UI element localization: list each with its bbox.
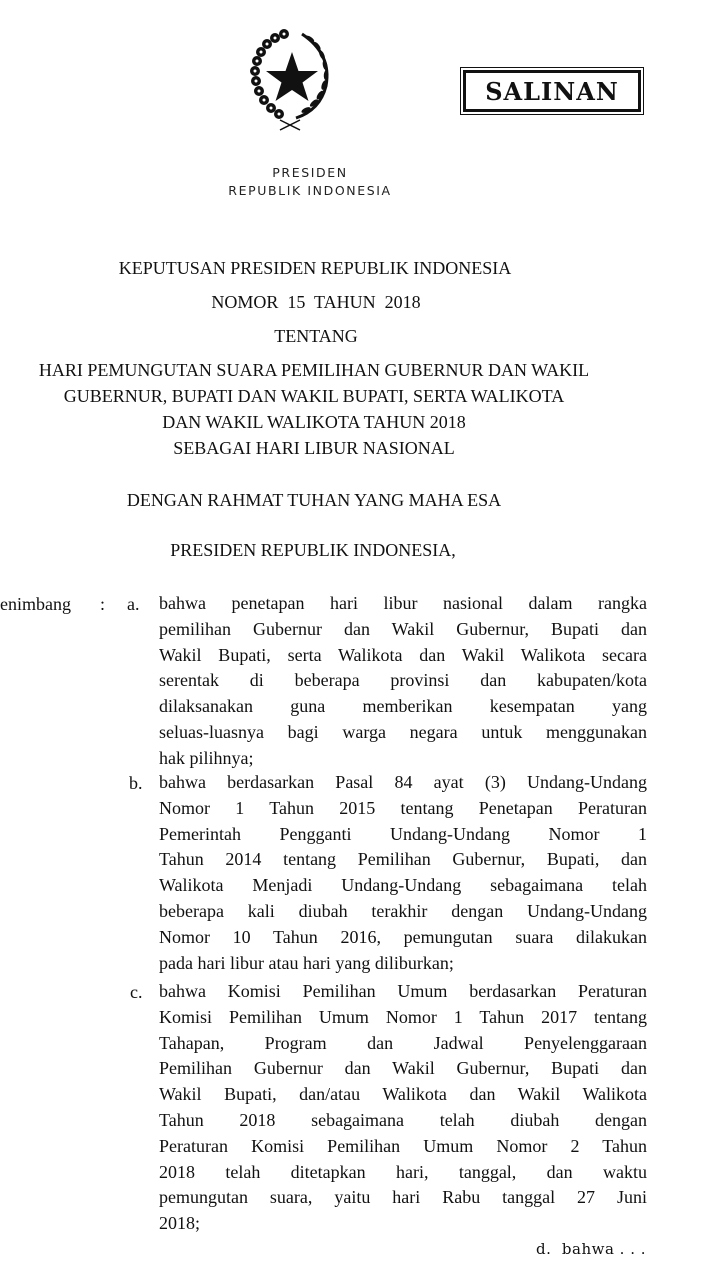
text-line: beberapa kali diubah terakhir dengan Undang-Undang	[159, 900, 647, 921]
item-b-text	[159, 770, 647, 976]
text-line: Wakil Bupati, dan/atau Walikota dan Wakil Walikota	[159, 1084, 647, 1105]
office-line-president: PRESIDEN	[272, 165, 348, 180]
text-line: Tahapan, Program dan Jadwal Penyelenggaraan	[159, 1032, 647, 1053]
page-continuation: d. bahwa . . .	[536, 1240, 647, 1258]
text-line: Peraturan Komisi Pemilihan Umum Nomor 2 Tahun	[159, 1135, 647, 1156]
text-line: 2018 telah ditetapkan hari, tanggal, dan waktu	[159, 1161, 647, 1182]
text-line: hak pilihnya;	[159, 747, 254, 768]
authority: PRESIDEN REPUBLIK INDONESIA,	[170, 540, 456, 560]
text-line: Komisi Pemilihan Umum Nomor 1 Tahun 2017 tentang	[159, 1006, 647, 1027]
text-line: pada hari libur atau hari yang diliburkan;	[159, 952, 454, 973]
decree-subject-line-1: HARI PEMUNGUTAN SUARA PEMILIHAN GUBERNUR DAN WAKIL	[38, 360, 590, 380]
office-line-republic: REPUBLIK INDONESIA	[228, 183, 392, 198]
text-line: Walikota Menjadi Undang-Undang sebagaimana telah	[159, 875, 647, 896]
invocation: DENGAN RAHMAT TUHAN YANG MAHA ESA	[126, 490, 502, 510]
text-line: pemungutan suara, yaitu hari Rabu tanggal 27 Juni	[159, 1187, 647, 1208]
text-line: Pemilihan Gubernur dan Wakil Gubernur, Bupati dan	[159, 1058, 647, 1079]
considering-label: enimbang	[0, 594, 71, 614]
text-line: seluas-luasnya bagi warga negara untuk menggunakan	[159, 721, 647, 742]
salinan-stamp: SALINAN	[463, 70, 641, 112]
text-line: bahwa penetapan hari libur nasional dalam rangka	[159, 593, 647, 613]
text-line: Wakil Bupati, serta Walikota dan Wakil Walikota secara	[159, 644, 647, 665]
item-b-letter: b.	[129, 773, 143, 793]
text-line: 2018;	[159, 1213, 201, 1234]
text-line: bahwa Komisi Pemilihan Umum berdasarkan Peraturan	[159, 981, 647, 1001]
text-line: serentak di beberapa provinsi dan kabupaten/kota	[159, 670, 647, 691]
decree-title: KEPUTUSAN PRESIDEN REPUBLIK INDONESIA	[118, 258, 512, 278]
decree-subject-line-2: GUBERNUR, BUPATI DAN WAKIL BUPATI, SERTA WALIKOTA	[63, 386, 565, 406]
decree-about: TENTANG	[274, 326, 358, 346]
decree-number: NOMOR 15 TAHUN 2018	[211, 292, 421, 312]
text-line: Nomor 1 Tahun 2015 tentang Penetapan Peraturan	[159, 797, 647, 818]
decree-subject-line-3: DAN WAKIL WALIKOTA TAHUN 2018	[162, 412, 466, 432]
item-a-letter: a.	[127, 594, 140, 614]
text-line: Tahun 2014 tentang Pemilihan Gubernur, Bupati, dan	[159, 849, 647, 870]
text-line: Nomor 10 Tahun 2016, pemungutan suara dilakukan	[159, 926, 647, 947]
considering-colon: :	[100, 594, 106, 614]
item-c-text	[159, 979, 647, 1237]
item-c-letter: c.	[130, 982, 143, 1002]
item-a-text	[159, 591, 647, 772]
decree-subject-line-4: SEBAGAI HARI LIBUR NASIONAL	[173, 438, 455, 458]
text-line: pemilihan Gubernur dan Wakil Gubernur, Bupati dan	[159, 618, 647, 639]
text-line: dilaksanakan guna memberikan kesempatan yang	[159, 696, 647, 717]
garuda-star-emblem-icon	[244, 24, 340, 136]
text-line: bahwa berdasarkan Pasal 84 ayat (3) Undang-Undang	[159, 772, 647, 792]
text-line: Pemerintah Pengganti Undang-Undang Nomor 1	[159, 823, 647, 844]
text-line: Tahun 2018 sebagaimana telah diubah dengan	[159, 1109, 647, 1130]
